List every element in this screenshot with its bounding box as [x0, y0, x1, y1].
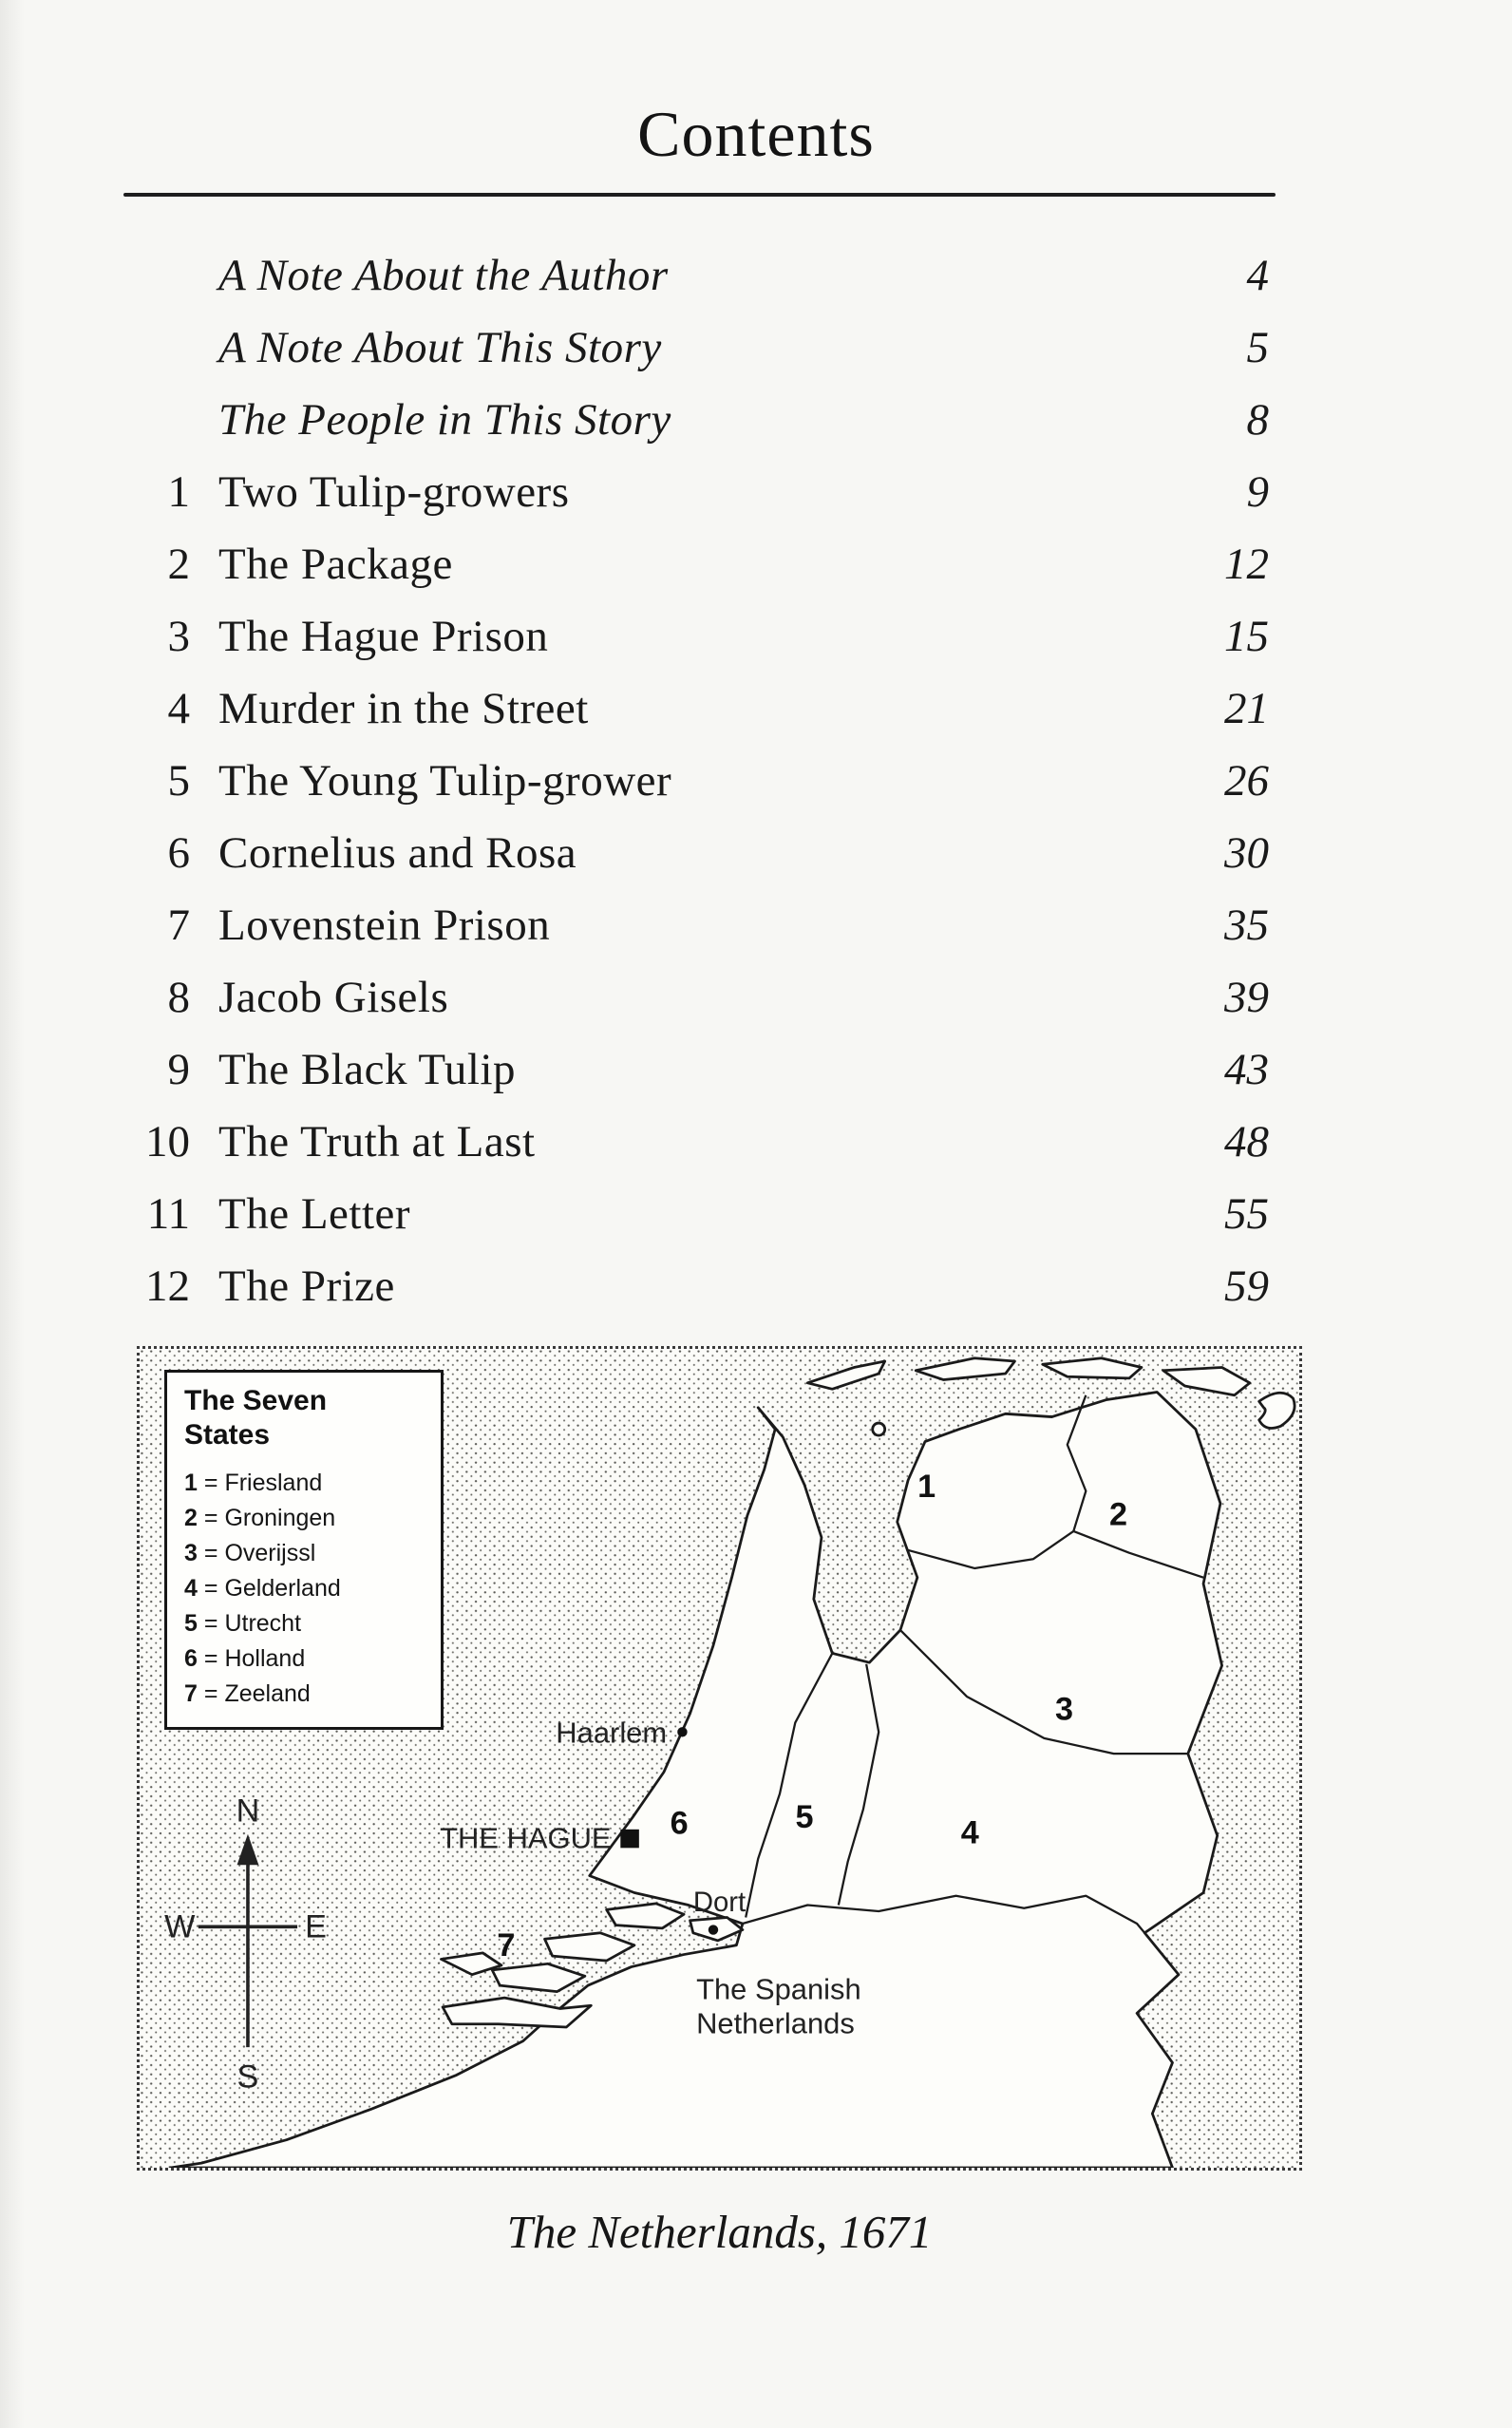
- netherlands-map-figure: [137, 1346, 1302, 2171]
- legend-item-number: 3: [184, 1540, 198, 1566]
- legend-item-label: = Utrecht: [203, 1610, 302, 1637]
- toc-title: The Package: [218, 540, 453, 589]
- toc-title: Cornelius and Rosa: [218, 828, 577, 878]
- legend-item-label: = Gelderland: [203, 1575, 341, 1602]
- toc-row: [106, 755, 1269, 827]
- toc-title: The People in This Story: [218, 395, 671, 445]
- legend-item-number: 4: [184, 1575, 198, 1602]
- toc-page-number: 43: [1224, 1045, 1269, 1094]
- toc-chapter-number: 11: [146, 1189, 190, 1239]
- spanish-netherlands-label-line1: The Spanish: [696, 1972, 861, 2006]
- toc-title: The Letter: [218, 1189, 411, 1239]
- toc-page-number: 35: [1224, 901, 1269, 950]
- toc-chapter-number: 6: [167, 828, 190, 878]
- dort-label: Dort: [692, 1887, 747, 1919]
- toc-row: [106, 611, 1269, 683]
- toc-page-number: 12: [1224, 540, 1269, 589]
- legend-items: [184, 1466, 424, 1712]
- toc-row: [106, 1044, 1269, 1116]
- toc-title: Two Tulip-growers: [218, 467, 570, 517]
- toc-chapter-number: 2: [167, 540, 190, 589]
- region-number-6: 6: [670, 1805, 689, 1842]
- compass-south-label: S: [236, 2058, 259, 2096]
- the-hague-marker: [620, 1830, 639, 1849]
- spanish-netherlands-label-line2: Netherlands: [696, 2006, 855, 2040]
- toc-row: [106, 900, 1269, 972]
- toc-chapter-number: 8: [167, 973, 190, 1022]
- legend-item: [184, 1571, 424, 1606]
- page-title: Contents: [637, 98, 875, 170]
- toc-title: The Black Tulip: [218, 1045, 517, 1094]
- toc-title: Jacob Gisels: [218, 973, 449, 1022]
- toc-row: [106, 1116, 1269, 1188]
- region-number-5: 5: [795, 1799, 814, 1836]
- legend-item-number: 5: [184, 1610, 198, 1637]
- toc-title: Murder in the Street: [218, 684, 589, 733]
- toc-page-number: 8: [1246, 395, 1269, 445]
- toc-page-number: 9: [1246, 467, 1269, 517]
- toc-page-number: 30: [1224, 828, 1269, 878]
- compass-north-label: N: [236, 1793, 260, 1830]
- region-number-1: 1: [917, 1469, 936, 1506]
- toc-chapter-number: 3: [167, 612, 190, 661]
- haarlem-marker: [677, 1727, 687, 1736]
- legend-title: [184, 1384, 424, 1452]
- region-number-2: 2: [1109, 1496, 1128, 1533]
- title-rule: [123, 193, 1276, 197]
- table-of-contents: [106, 250, 1512, 1333]
- toc-row: [106, 683, 1269, 755]
- region-number-7: 7: [497, 1927, 516, 1964]
- legend-item: [184, 1536, 424, 1571]
- toc-page-number: 55: [1224, 1189, 1269, 1239]
- map-caption: The Netherlands, 1671: [506, 2206, 933, 2258]
- legend-item-label: = Zeeland: [203, 1680, 311, 1707]
- toc-row: [106, 394, 1269, 466]
- toc-page-number: 39: [1224, 973, 1269, 1022]
- toc-page-number: 59: [1224, 1261, 1269, 1311]
- toc-chapter-number: 12: [145, 1261, 190, 1311]
- toc-title: The Prize: [218, 1261, 395, 1311]
- legend-item-number: 6: [184, 1645, 198, 1672]
- toc-page-number: 48: [1224, 1117, 1269, 1167]
- region-number-4: 4: [960, 1814, 979, 1851]
- legend-item-label: = Groningen: [203, 1505, 336, 1531]
- compass-east-label: E: [305, 1908, 327, 1945]
- toc-chapter-number: 7: [167, 901, 190, 950]
- legend-item: [184, 1606, 424, 1641]
- legend-item-number: 7: [184, 1680, 198, 1707]
- toc-row: [106, 1261, 1269, 1333]
- toc-row: [106, 972, 1269, 1044]
- legend-item-number: 2: [184, 1505, 198, 1531]
- toc-row: [106, 1188, 1269, 1261]
- toc-row: [106, 250, 1269, 322]
- haarlem-label: Haarlem: [556, 1716, 668, 1750]
- compass-west-label: W: [164, 1908, 196, 1945]
- legend-item: [184, 1501, 424, 1536]
- toc-row: [106, 539, 1269, 611]
- toc-chapter-number: 10: [145, 1117, 190, 1167]
- toc-page-number: 4: [1246, 251, 1269, 300]
- toc-row: [106, 322, 1269, 394]
- toc-page-number: 26: [1224, 756, 1269, 806]
- toc-title: The Truth at Last: [218, 1117, 536, 1167]
- legend-item-label: = Overijssl: [203, 1540, 316, 1566]
- map-legend: [164, 1370, 444, 1730]
- toc-chapter-number: 5: [167, 756, 190, 806]
- toc-title: Lovenstein Prison: [218, 901, 551, 950]
- legend-item: [184, 1677, 424, 1712]
- legend-item-number: 1: [184, 1470, 198, 1496]
- legend-item: [184, 1466, 424, 1501]
- toc-chapter-number: 1: [167, 467, 190, 517]
- toc-page-number: 15: [1224, 612, 1269, 661]
- toc-row: [106, 827, 1269, 900]
- region-number-3: 3: [1055, 1691, 1074, 1728]
- toc-title: A Note About the Author: [218, 251, 669, 300]
- toc-page-number: 5: [1246, 323, 1269, 372]
- legend-item-label: = Friesland: [203, 1470, 323, 1496]
- legend-title-line1: The Seven: [184, 1385, 328, 1416]
- toc-chapter-number: 9: [167, 1045, 190, 1094]
- toc-title: The Hague Prison: [218, 612, 549, 661]
- toc-title: The Young Tulip-grower: [218, 756, 672, 806]
- toc-title: A Note About This Story: [218, 323, 662, 372]
- legend-item-label: = Holland: [203, 1645, 306, 1672]
- legend-title-line2: States: [184, 1419, 271, 1451]
- toc-chapter-number: 4: [167, 684, 190, 733]
- the-hague-label: THE HAGUE: [440, 1821, 612, 1855]
- legend-item: [184, 1641, 424, 1677]
- dort-marker: [709, 1925, 718, 1934]
- toc-page-number: 21: [1224, 684, 1269, 733]
- toc-row: [106, 466, 1269, 539]
